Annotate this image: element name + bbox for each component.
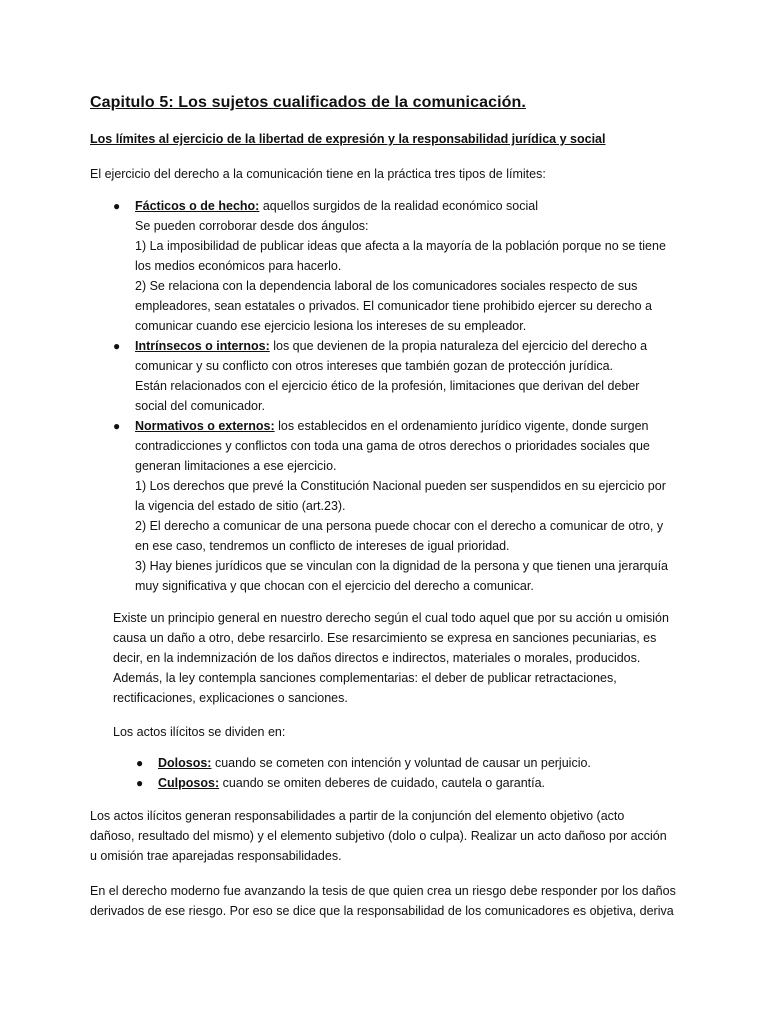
list-item-line: Están relacionados con el ejercicio ético de la profesión, limitaciones que derivan del deber — [135, 379, 640, 393]
paragraph-line: En el derecho moderno fue avanzando la tesis de que quien crea un riesgo debe responder por los daños — [90, 884, 676, 898]
principle-paragraph — [113, 608, 673, 708]
acts-list — [113, 753, 673, 793]
modern-law-paragraph — [90, 881, 690, 921]
list-item — [113, 773, 673, 793]
bullet-icon: ● — [113, 419, 121, 433]
list-item-line: 1) La imposibilidad de publicar ideas que afecta a la mayoría de la población porque no se tiene — [135, 239, 666, 253]
responsibility-paragraph — [90, 806, 690, 866]
list-item — [90, 196, 680, 336]
paragraph-line: derivados de ese riesgo. Por eso se dice que la responsabilidad de los comunicadores es objetiva, deriva — [90, 904, 674, 918]
bullet-icon: ● — [113, 199, 121, 213]
list-item-line: la vigencia del estado de sitio (art.23). — [135, 499, 346, 513]
list-item-line: empleadores, sean estatales o privados. El comunicador tiene prohibido ejercer su derecho a — [135, 299, 652, 313]
section-subtitle: Los límites al ejercicio de la libertad de expresión y la responsabilidad jurídica y social — [90, 132, 606, 146]
limits-list — [90, 196, 680, 596]
list-item — [113, 753, 673, 773]
bullet-icon: ● — [113, 339, 121, 353]
list-item-term: Intrínsecos o internos: — [135, 339, 270, 353]
list-item-line: en ese caso, tendremos un conflicto de intereses de igual prioridad. — [135, 539, 510, 553]
paragraph-line: decir, en la indemnización de los daños directos e indirectos, materiales o morales, producidos. — [113, 651, 641, 665]
list-item-line: social del comunicador. — [135, 399, 265, 413]
list-item-line: Culposos: cuando se omiten deberes de cuidado, cautela o garantía. — [158, 776, 546, 790]
list-item — [90, 336, 680, 416]
list-item — [90, 416, 680, 596]
page-title: Capitulo 5: Los sujetos cualificados de la comunicación. — [90, 94, 526, 111]
list-item-line: 2) El derecho a comunicar de una persona puede chocar con el derecho a comunicar de otro, y — [135, 519, 664, 533]
list-item-line: contradicciones y conflictos con toda una gama de otros derechos o prioridades sociales que — [135, 439, 650, 453]
bullet-icon: ● — [136, 776, 144, 790]
paragraph-line: dañoso, resultado del mismo) y el elemento subjetivo (dolo o culpa). Realizar un acto dañoso por acción — [90, 829, 667, 843]
list-item-term: Fácticos o de hecho: — [135, 199, 260, 213]
list-item-line: Se pueden corroborar desde dos ángulos: — [135, 219, 369, 233]
list-item-line: generan limitaciones a ese ejercicio. — [135, 459, 337, 473]
list-item-line: Dolosos: cuando se cometen con intención y voluntad de causar un perjuicio. — [158, 756, 591, 770]
list-item-line: Intrínsecos o internos: los que devienen de la propia naturaleza del ejercicio del derecho a — [135, 339, 648, 353]
intro-paragraph: El ejercicio del derecho a la comunicación tiene en la práctica tres tipos de límites: — [90, 167, 546, 181]
paragraph-line: Además, la ley contempla sanciones complementarias: el deber de publicar retractaciones, — [113, 671, 617, 685]
paragraph-line: causa un daño a otro, debe resarcirlo. Ese resarcimiento se expresa en sanciones pecuniarias, es — [113, 631, 657, 645]
list-item-line: Fácticos o de hecho: aquellos surgidos de la realidad económico social — [135, 199, 538, 213]
paragraph-line: Existe un principio general en nuestro derecho según el cual todo aquel que por su acción u omisión — [113, 611, 669, 625]
paragraph-line: rectificaciones, explicaciones o sanciones. — [113, 691, 348, 705]
list-item-line: comunicar y su conflicto con otros intereses que también gozan de protección jurídica. — [135, 359, 614, 373]
list-item-line: muy significativa y que chocan con el ejercicio del derecho a comunicar. — [135, 579, 534, 593]
list-item-line: los medios económicos para hacerlo. — [135, 259, 342, 273]
list-item-line: 1) Los derechos que prevé la Constitución Nacional pueden ser suspendidos en su ejercicio por — [135, 479, 666, 493]
paragraph-line: u omisión trae aparejadas responsabilidades. — [90, 849, 342, 863]
acts-intro-paragraph: Los actos ilícitos se dividen en: — [113, 725, 286, 739]
list-item-term: Dolosos: — [158, 756, 212, 770]
list-item-line: 3) Hay bienes jurídicos que se vinculan con la dignidad de la persona y que tienen una jerarquía — [135, 559, 668, 573]
bullet-icon: ● — [136, 756, 144, 770]
list-item-term: Normativos o externos: — [135, 419, 275, 433]
list-item-line: Normativos o externos: los establecidos en el ordenamiento jurídico vigente, donde surgen — [135, 419, 649, 433]
list-item-line: comunicar cuando ese ejercicio lesiona los intereses de su empleador. — [135, 319, 527, 333]
list-item-term: Culposos: — [158, 776, 220, 790]
list-item-line: 2) Se relaciona con la dependencia laboral de los comunicadores sociales respecto de sus — [135, 279, 638, 293]
paragraph-line: Los actos ilícitos generan responsabilidades a partir de la conjunción del elemento objetivo (acto — [90, 809, 625, 823]
